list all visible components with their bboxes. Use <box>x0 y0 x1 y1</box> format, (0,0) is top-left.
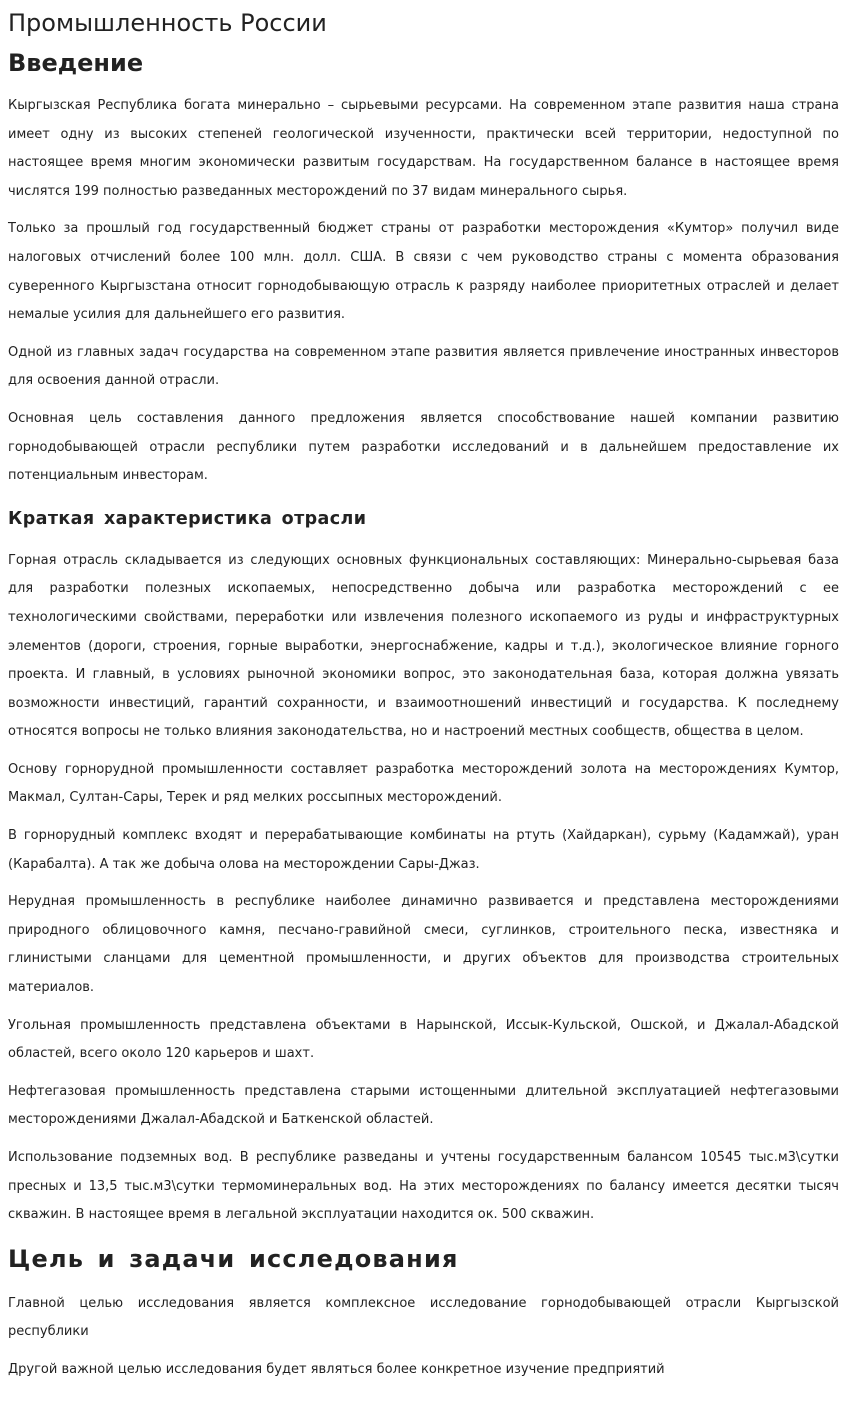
paragraph: Одной из главных задач государства на современном этапе развития является привлечение иностранных инвесторов для освоения данной отрасли. <box>8 344 839 389</box>
paragraph: Только за прошлый год государственный бюджет страны от разработки месторождения «Кумтор» получил виде налоговых отчислений более 100 млн. долл. США. В связи с чем руководство страны с момента образования суверенного Кыргызстана относит горнодобывающую отрасль к разряду наиболее приоритетных отраслей и делает немалые усилия для дальнейшего его развития. <box>8 221 839 323</box>
paragraph: Другой важной целью исследования будет являться более конкретное изучение предприятий <box>8 1361 665 1377</box>
paragraph: Нефтегазовая промышленность представлена старыми истощенными длительной эксплуатацией нефтегазовыми месторождениями Джалал-Абадской и Баткенской областей. <box>8 1083 839 1128</box>
paragraph: Кыргызская Республика богата минерально – сырьевыми ресурсами. На современном этапе развития наша страна имеет одну из высоких степеней геологической изученности, практически всей территории, недоступной по настоящее время многим экономически развитым государствам. На государственном балансе в настоящее время числятся 199 полностью разведанных месторождений по 37 видам минерального сырья. <box>8 98 839 199</box>
site-title: Промышленность России <box>8 9 327 37</box>
article-content <box>8 0 839 1385</box>
paragraph: Угольная промышленность представлена объектами в Нарынской, Иссык-Кульской, Ошской, и Джалал-Абадской областей, всего около 120 карьеров и шахт. <box>8 1017 839 1062</box>
heading-characteristics: Краткая характеристика отрасли <box>8 508 367 529</box>
paragraph: Использование подземных вод. В республике разведаны и учтены государственным балансом 10545 тыс.м3\сутки пресных и 13,5 тыс.м3\сутки термоминеральных вод. На этих месторождениях по балансу имеется десятки тысяч скважин. В настоящее время в легальной эксплуатации находится ок. 500 скважин. <box>8 1150 839 1223</box>
paragraph: Основная цель составления данного предложения является способствование нашей компании развитию горнодобывающей отрасли республики путем разработки исследований и в дальнейшем предоставление их потенциальным инвесторам. <box>8 410 839 484</box>
paragraph: Основу горнорудной промышленности составляет разработка месторождений золота на месторождениях Кумтор, Макмал, Султан-Сары, Терек и ряд мелких россыпных месторождений. <box>8 761 839 806</box>
paragraph: В горнорудный комплекс входят и перерабатывающие комбинаты на ртуть (Хайдаркан), сурьму (Кадамжай), уран (Карабалта). А так же добыча олова на месторождении Сары-Джаз. <box>8 828 839 872</box>
paragraph: Нерудная промышленность в республике наиболее динамично развивается и представлена месторождениями природного облицовочного камня, песчано-гравийной смеси, суглинков, строительного песка, известняка и глинистыми сланцами для цементной промышленности, и других объектов для производства строительных материалов. <box>8 894 839 996</box>
heading-goals: Цель и задачи исследования <box>8 1244 459 1273</box>
paragraph: Главной целью исследования является комплексное исследование горнодобывающей отрасли Кыргызской республики <box>8 1295 839 1340</box>
paragraph: Горная отрасль складывается из следующих основных функциональных составляющих: Минерально-сырьевая база для разработки полезных ископаемых, непосредственно добыча или разработка месторождений с ее технологическими свойствами, переработки или извлечения полезного ископаемого из руды и инфраструктурных элементов (дороги, строения, горные выработки, энергоснабжение, кадры и т.д.), экологическое влияние горного проекта. И главный, в условиях рыночной экономики вопрос, это законодательная база, которая должна увязать возможности инвестиций, гарантий сохранности, и взаимоотношений инвестиций и государства. К последнему относятся вопросы не только влияния законодательства, но и настроений местных сообществ, общества в целом. <box>8 552 839 740</box>
heading-intro: Введение <box>8 49 144 77</box>
